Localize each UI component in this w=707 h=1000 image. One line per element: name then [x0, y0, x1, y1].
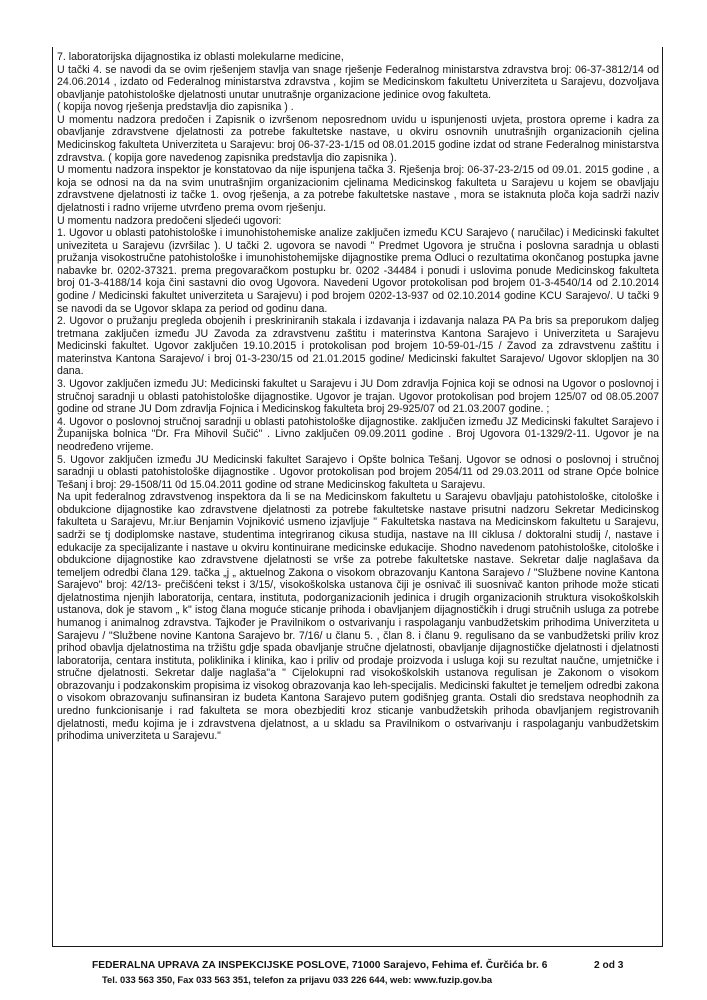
paragraph: Na upit federalnog zdravstvenog inspektora da li se na Medicinskom fakultetu u Sarajevu obavljaju patohistološke, citološke i obdukcione dijagnostike kao zdravstvene djelatnosti za potrebe fakultetske nastave prisutni nadzoru Sekretar Medicinskog fakulteta u Sarajevu, Mr.iur Benjamin Vojniković usmeno izjavljuje " Fakultetska nastava na Medicinskom fakultetu u Sarajevu, sadrži se tj dodiplomske nastave, studentima integriranog cikusa studija, nastave na III ciklusa / doktoralni studij /, nastave i edukacije za specijalizante i nastave u okviru kontinuirane medicinske edukacije. Shodno navedenom patohistološke, citološke i obdukcione dijagnostike kao zdravstvene djelatnosti se vrše za potrebe fakultetske nastave. Sekretar dalje naglašava da temeljem odredbi člana 129. tačka „j „ aktuelnog Zakona o visokom obrazovanju Kantona Sarajevo / "Službene novine Kantona Sarajevo" broj: 42/13- prečišćeni tekst i 3/15/, visokoškolska ustanova čiji je osnivač ili suosnivač kanton prihode može sticati djelatnostima njenjih laboratorija, centara, instituta, podorganizacionih jedinica i drugih organizacionih struktura visokoškolskih ustanova, dok je stavom „ k" istog člana moguće sticanje prihoda i obavljanjem dijagnostičkih i drugi stručnih usluga za potrebe humanog i animalnog zdravstva. Tajkođer je Pravilnikom o ostvarivanju i raspolaganju vanbudžetskim prihodima Univerziteta u Sarajevu / "Službene novine Kantona Sarajevo br. 7/16/ u članu 5. , član 8. i članu 9. regulisano da se vanbudžetski priliv kroz prihod obavlja djelatnostima na tržištu gdje spada obavljanje stručne djelatnosti, obavljanje dijagnostičke djelatnosti i djelatnosti laboratorija, centara instituta, poliklinika i klinika, kao i priliv od prodaje proizvoda i usluga koji su rezultat naučne, umjetničke i stručne djelatnosti. Sekretar dalje naglaša"a " Cijelokupni rad visokoškolskih ustanova regulisan je Zakonom o visokom obrazovanju i podzakonskim propisima iz visokog obrazovanja kao leh-specijalis. Medicinski fakultet je temeljem odredbi zakona o visokom obrazovanju sufinansiran iz budeta Kantona Sarajevo putem godišnjeg granta. Ostali dio sredstava neophodnih za uredno funkcionisanje i rad fakulteta se mora obezbjediti kroz sticanje vanbudžetskih prihoda obavljanjem registrovanih djelatnosti, među kojima je i zdravstvena djelatnost, a u skladu sa Pravilnikom o ostvarivanju i raspolaganju vanbudžetskim prihodima univerziteta u Sarajevu." [57, 491, 659, 743]
footer-address: FEDERALNA UPRAVA ZA INSPEKCIJSKE POSLOVE, 71000 Sarajevo, Fehima ef. Čurčića br. 6 [92, 960, 548, 971]
document-body [57, 51, 659, 743]
paragraph: 5. Ugovor zaključen između JU Medicinski fakultet Sarajevo i Opšte bolnica Tešanj. Ugovor se odnosi o poslovnoj i stručnoj saradnji u oblasti patohistološke dijagnostike . Ugovor protokolisan pod brojem 2054/11 od 29.03.2011 od strane Opće bolnice Tešanj i broj: 29-1508/11 0d 15.04.2011 godine od strane Medicinskog fakulteta u Sarajevu. [57, 453, 659, 491]
footer-contact: Tel. 033 563 350, Fax 033 563 351, telefon za prijavu 033 226 644, web: www.fuzip.gov.ba [102, 974, 493, 985]
paragraph: 1. Ugovor u oblasti patohistološke i imunohistohemiske analize zaključen između KCU Sarajevo ( naručilac) i Medicinski fakultet univeziteta u Sarajevu (izvršilac ). U tački 2. ugovora se navodi " Predmet Ugovora je stručna i poslovna saradnja u oblasti pružanja visokostručne patohistološke i imunohistohemijske dijagnostike prema Odluci o rezultatima okončanog postupka javne nabavke br. 0202-37321. prema pregovaračkom postupku br. 0202 -34484 i ponudi i uslovima ponude Medicinskog fakulteta broj 01-3-4188/14 koja čini sastavni dio ovog Ugovora. Navedeni Ugovor protokolisan pod brojem 01-3-4540/14 od 2.10.2014 godine / Medicinski fakultet univerziteta u Sarajevu) i pod brojem 0202-13-937 od 02.10.2014 godine KCU Sarajevo/. U tački 9 se navodi da se Ugovor sklapa za period od godinu dana. [57, 227, 659, 315]
paragraph: U tački 4. se navodi da se ovim rješenjem stavlja van snage rješenje Federalnog ministarstva zdravstva broj: 06-37-3812/14 od 24.06.2014 , izdato od Federalnog ministarstva zdravstva , kojim se Medicinskom fakultetu Univerziteta u Sarajevu, dozvoljava obavljanje patohistološke djelatnosti unutar unutrašnje organizacione jedinice ovog fakulteta. [57, 63, 659, 101]
paragraph: U momentu nadzora inspektor je konstatovao da nije ispunjena tačka 3. Rješenja broj: 06-37-23-2/15 od 09.01. 2015 godine , a koja se odnosi na da na svim unutrašnjim organizacionim cjelinama Medicinskog fakulteta u Sarajevu u kojem se obavljaju zdravstvene djelatnosti iz tačke 1. ovog rješenja, a za potrebe fakultetske nastave , mora se istaknuta ploča koja sadrži naziv djelatnosti i radno vrijeme utvrđeno prema ovom rješenju. [57, 164, 659, 214]
paragraph: 3. Ugovor zaključen između JU: Medicinski fakultet u Sarajevu i JU Dom zdravlja Fojnica koji se odnosi na Ugovor o poslovnoj i stručnoj saradnji u oblasti patohistološke dijagnostike. Ugovor je trajan. Ugovor protokolisan pod brojem 125/07 od 08.05.2007 godine od strane JU Dom zdravlja Fojnica i Medicinskog fakulteta broj 29-925/07 od 21.03.2007 godine. ; [57, 378, 659, 416]
paragraph: 7. laboratorijska dijagnostika iz oblasti molekularne medicine, [57, 51, 344, 63]
paragraph: 4. Ugovor o poslovnoj stručnoj saradnji u oblasti patohistološke dijagnostike. zaključen između JZ Medicinski fakultet Sarajevo i Županijska bolnica "Dr. Fra Mihovil Sučić" . Livno zaključen 09.09.2011 godine . Broj Ugovora 01-1329/2-11. Ugovor je na neodređeno vrijeme. [57, 415, 659, 453]
page-number: 2 od 3 [594, 960, 624, 971]
paragraph: ( kopija novog rješenja predstavlja dio zapisnika ) . [57, 101, 294, 114]
paragraph: U momentu nadzora predočeni sljedeći ugovori: [57, 214, 282, 227]
paragraph: 2. Ugovor o pružanju pregleda obojenih i preskriniranih stakala i izdavanja i izdavanja nalaza PA Pa bris sa preporukom daljeg tretmana zaključen između JU Zavoda za zdravstvenu zaštitu i materinstva Kantona Sarajevo i Univerziteta u Sarajevu Medicinski fakultet. Ugovor zaključen 19.10.2015 i protokolisan pod brojem 10-59-01-/15 / Zavod za zdravstvenu zaštitu i materinstva Kantona Sarajevo/ i broj 01-3-230/15 od 21.01.2015 godine/ Medicinski fakultet Sarajevo/ Ugovor skloplјen na 30 dana. [57, 315, 659, 378]
paragraph: U momentu nadzora predočen i Zapisnik o izvršenom neposrednom uvidu u ispunjenosti uvjeta, prostora opreme i kadra za obavljanje zdravstvene djelatnosti za potrebe fakultetske nastave, u okviru osnovnih unutrašnjih organizacionih cjelina Medicinskog fakulteta Univerziteta u Sarajevu: broj 06-37-23-1/15 od 08.01.2015 godine izdat od strane Federalnog ministarstva zdravstva. ( kopija gore navedenog zapisnika predstavlja dio zapisnika ). [57, 113, 659, 164]
